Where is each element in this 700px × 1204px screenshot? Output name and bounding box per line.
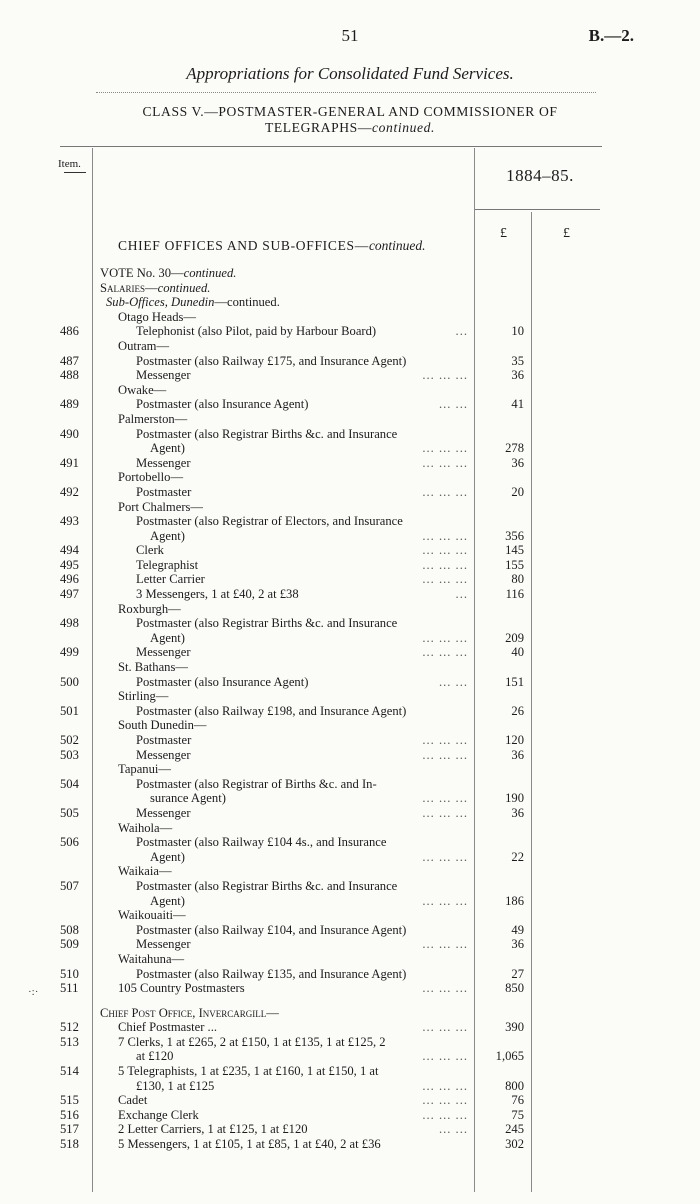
class-title-main: TELEGRAPHS— [264,120,373,135]
item-description: Postmaster (also Registrar Births &c. and Insurance [136,879,401,894]
row-gap [0,996,700,1006]
table-row [0,748,700,763]
item-amount: 26 [511,703,524,718]
leader-dots: ... ... ... [422,455,468,470]
item-description: Agent) [150,529,189,544]
table-row [0,602,700,617]
item-amount: 27 [511,966,524,981]
item-amount: 302 [505,1137,524,1152]
item-number: 510 [60,966,79,981]
item-description: 5 Messengers, 1 at £105, 1 at £85, 1 at £40, 2 at £36 [118,1137,385,1152]
item-amount: 75 [511,1107,524,1122]
leader-dots: ... ... ... [422,1107,468,1122]
item-description: Postmaster (also Railway £104 4s., and Insurance [136,835,390,850]
leader-dots: ... ... ... [422,733,468,747]
leader-dots: ... ... [438,1122,468,1137]
salaries-continued: continued. [157,280,211,295]
item-description: Telegraphist [136,558,202,573]
table-row [0,1093,700,1108]
year-rule [475,209,600,210]
item-description: Letter Carrier [136,572,209,587]
table-row [0,1108,700,1123]
item-number: 511 [60,981,79,996]
pound-sign-right: £ [563,226,570,241]
item-description: Messenger [136,456,195,471]
pound-sign-left: £ [500,226,507,241]
table-row [0,441,700,456]
table-row [0,879,700,894]
item-description: Telephonist (also Pilot, paid by Harbour Board) [136,324,380,339]
item-number: 495 [60,557,79,572]
suboffices-label: Sub-Offices, Dunedin [106,295,215,310]
table-row [0,324,700,339]
item-amount: 278 [505,441,524,456]
item-amount: 190 [505,791,524,806]
table-row [0,733,700,748]
leader-dots: ... ... ... [422,1093,468,1108]
table-row [0,368,700,383]
item-amount: 76 [511,1093,524,1108]
item-amount: 120 [505,733,524,747]
table-row [0,1064,700,1079]
item-number: 505 [60,805,79,820]
table-row [0,354,700,369]
leader-dots: ... ... ... [422,791,468,806]
item-description: Postmaster (also Registrar of Births &c. and In- [136,777,381,792]
item-description: Postmaster (also Railway £198, and Insurance Agent) [136,704,410,719]
item-amount: 10 [511,324,524,339]
table-row [0,427,700,442]
leader-dots: ... ... ... [422,572,468,587]
item-number: 516 [60,1107,79,1122]
place-heading: Tapanui— [118,762,175,777]
leader-dots: ... ... ... [422,645,468,660]
document-reference: B.—2. [588,26,634,45]
table-row [0,412,700,427]
table-row [0,689,700,704]
table-row [0,572,700,587]
leader-dots: ... [455,587,468,602]
item-description: Messenger [136,645,195,660]
item-number: 488 [60,368,79,383]
item-number: 489 [60,397,79,412]
item-number: 494 [60,543,79,558]
leader-dots: ... ... [438,674,468,689]
item-description: Agent) [150,850,189,865]
salaries-title [100,281,214,296]
table-row [0,894,700,909]
place-heading: Waitahuna— [118,952,188,967]
item-amount: 20 [511,484,524,499]
table-row [0,1137,700,1152]
leader-dots: ... ... ... [422,849,468,864]
item-number: 503 [60,747,79,762]
table-row [0,1020,700,1035]
table-row [0,675,700,690]
item-description: surance Agent) [150,791,230,806]
class-title-continued: continued. [372,120,436,135]
leader-dots: ... ... [438,397,468,412]
leader-dots: ... ... ... [422,441,468,456]
table-row [0,485,700,500]
item-number: 492 [60,484,79,499]
place-heading: Palmerston— [118,412,191,427]
class-title-line1: CLASS V.—POSTMASTER-GENERAL AND COMMISSIONER OF [142,104,558,119]
class-title [80,104,620,136]
item-amount: 155 [505,557,524,572]
item-number: 509 [60,937,79,952]
item-number: 504 [60,776,79,791]
leader-dots: ... ... ... [422,1049,468,1064]
item-number: 514 [60,1064,79,1079]
item-amount: 356 [505,528,524,543]
item-amount: 36 [511,368,524,383]
table-body [0,266,700,1152]
item-number: 490 [60,426,79,441]
item-number: 493 [60,514,79,529]
item-amount: 41 [511,397,524,412]
table-row [0,864,700,879]
salaries-label: Salaries— [100,280,158,295]
item-number: 507 [60,878,79,893]
place-heading: Owake— [118,383,170,398]
vote-row [0,266,700,281]
office-heading: Chief Post Office, Invercargill— [100,1006,283,1021]
place-heading: Waihola— [118,821,176,836]
item-description: 2 Letter Carriers, 1 at £125, 1 at £120 [118,1122,312,1137]
table-row [0,850,700,865]
table-row [0,456,700,471]
item-description: Chief Postmaster ... [118,1020,221,1035]
item-amount: 49 [511,922,524,937]
place-heading: Otago Heads— [118,310,200,325]
place-heading: Outram— [118,339,173,354]
item-number: 491 [60,455,79,470]
leader-dots: ... ... ... [422,368,468,383]
item-description: at £120 [136,1049,177,1064]
item-description: Agent) [150,894,189,909]
leader-dots: ... ... ... [422,937,468,952]
item-amount: 116 [505,587,524,602]
item-number: 508 [60,922,79,937]
leader-dots: ... ... ... [422,1078,468,1093]
item-number: 506 [60,835,79,850]
table-row [0,616,700,631]
table-row [0,981,700,996]
item-description: Postmaster (also Railway £135, and Insurance Agent) [136,967,410,982]
table-row [0,529,700,544]
table-row [0,937,700,952]
item-number: 500 [60,674,79,689]
margin-mark-1: ·:· [28,986,39,998]
item-description: Postmaster [136,485,195,500]
leader-dots: ... ... ... [422,805,468,820]
leader-dots: ... ... ... [422,557,468,572]
section-continued: continued. [368,238,426,253]
table-row [0,339,700,354]
header-rule [60,146,602,147]
item-number: 502 [60,733,79,747]
vote-label: VOTE No. 30— [100,266,184,280]
item-description: Postmaster (also Railway £175, and Insurance Agent) [136,354,410,369]
place-heading: Port Chalmers— [118,500,207,515]
item-number: 517 [60,1122,79,1137]
table-row [0,821,700,836]
vote-continued: continued. [183,266,237,280]
item-description: Postmaster (also Insurance Agent) [136,397,312,412]
table-row [0,1049,700,1064]
item-amount: 36 [511,455,524,470]
item-number: 513 [60,1034,79,1049]
section-heading [118,238,426,254]
vote-title [100,266,240,281]
item-number: 518 [60,1137,79,1152]
item-number: 512 [60,1020,79,1035]
table-row [0,718,700,733]
item-description: Messenger [136,368,195,383]
leader-dots: ... ... ... [422,747,468,762]
section-title: CHIEF OFFICES AND SUB-OFFICES— [118,238,369,253]
table-row [0,923,700,938]
leader-dots: ... ... ... [422,528,468,543]
item-description: 3 Messengers, 1 at £40, 2 at £38 [136,587,303,602]
item-description: Clerk [136,543,168,558]
item-description: Postmaster (also Railway £104, and Insurance Agent) [136,923,410,938]
item-description: Messenger [136,748,195,763]
item-number: 499 [60,645,79,660]
leader-dots: ... ... ... [422,1020,468,1035]
item-description: Agent) [150,631,189,646]
item-description: Postmaster (also Registrar Births &c. and Insurance [136,427,401,442]
item-amount: 186 [505,893,524,908]
item-description: 105 Country Postmasters [118,981,249,996]
place-heading: Waikaia— [118,864,176,879]
table-row [0,383,700,398]
item-description: Postmaster (also Registrar Births &c. and Insurance [136,616,401,631]
leader-dots: ... ... ... [422,630,468,645]
item-amount: 36 [511,805,524,820]
item-amount: 390 [505,1020,524,1035]
item-description: Postmaster [136,733,195,748]
item-number: 501 [60,703,79,718]
item-description: Postmaster (also Insurance Agent) [136,675,312,690]
item-description: Postmaster (also Registrar of Electors, and Insurance [136,514,407,529]
item-number: 498 [60,616,79,631]
table-row [0,762,700,777]
leader-dots: ... ... ... [422,981,468,996]
place-heading: South Dunedin— [118,718,211,733]
table-row [0,777,700,792]
item-amount: 800 [505,1078,524,1093]
suboffices-title [106,295,284,310]
table-row [0,558,700,573]
suboffices-continued: —continued. [214,295,280,310]
leader-dots: ... ... ... [422,893,468,908]
table-row [0,1122,700,1137]
item-description: Agent) [150,441,189,456]
item-amount: 145 [505,543,524,558]
item-amount: 209 [505,630,524,645]
suboffices-row [0,295,700,310]
item-amount: 850 [505,981,524,996]
item-number: 515 [60,1093,79,1108]
item-description: Exchange Clerk [118,1108,203,1123]
table-row [0,397,700,412]
place-heading: Waikouaiti— [118,908,190,923]
place-heading: Roxburgh— [118,602,185,617]
class-title-line2 [80,120,620,136]
top-rule [96,92,596,93]
table-row [0,543,700,558]
table-row [0,660,700,675]
place-heading: Stirling— [118,689,172,704]
table-row [0,310,700,325]
table-row [0,514,700,529]
table-row [0,1079,700,1094]
table-row [0,645,700,660]
item-number: 486 [60,324,79,339]
item-description: £130, 1 at £125 [136,1079,218,1094]
leader-dots: ... [455,324,468,339]
leader-dots: ... ... ... [422,484,468,499]
item-amount: 80 [511,572,524,587]
page-heading: Appropriations for Consolidated Fund Services. [186,64,514,83]
item-amount: 36 [511,937,524,952]
table-row [0,952,700,967]
item-column-header: Item. [58,158,86,173]
item-amount: 36 [511,747,524,762]
year-column-header: 1884–85. [506,166,574,185]
table-row [0,631,700,646]
table-row [0,908,700,923]
item-number: 497 [60,587,79,602]
item-number: 487 [60,353,79,368]
table-row [0,967,700,982]
table-row [0,806,700,821]
table-row [0,587,700,602]
item-amount: 151 [505,674,524,689]
item-number: 496 [60,572,79,587]
table-row [0,470,700,485]
table-row [0,835,700,850]
table-row [0,1035,700,1050]
leader-dots: ... ... ... [422,543,468,558]
table-row [0,500,700,515]
item-description: Messenger [136,806,195,821]
table-row [0,1006,700,1021]
page-number: 51 [341,26,359,45]
item-amount: 35 [511,353,524,368]
item-description: Cadet [118,1093,151,1108]
place-heading: St. Bathans— [118,660,192,675]
item-amount: 1,065 [495,1049,524,1064]
place-heading: Portobello— [118,470,187,485]
item-amount: 40 [511,645,524,660]
item-amount: 245 [505,1122,524,1137]
table-row [0,791,700,806]
item-description: 5 Telegraphists, 1 at £235, 1 at £160, 1 at £150, 1 at [118,1064,383,1079]
table-row [0,704,700,719]
item-description: 7 Clerks, 1 at £265, 2 at £150, 1 at £135, 1 at £125, 2 [118,1035,390,1050]
salaries-row [0,281,700,296]
item-description: Messenger [136,937,195,952]
item-amount: 22 [511,849,524,864]
